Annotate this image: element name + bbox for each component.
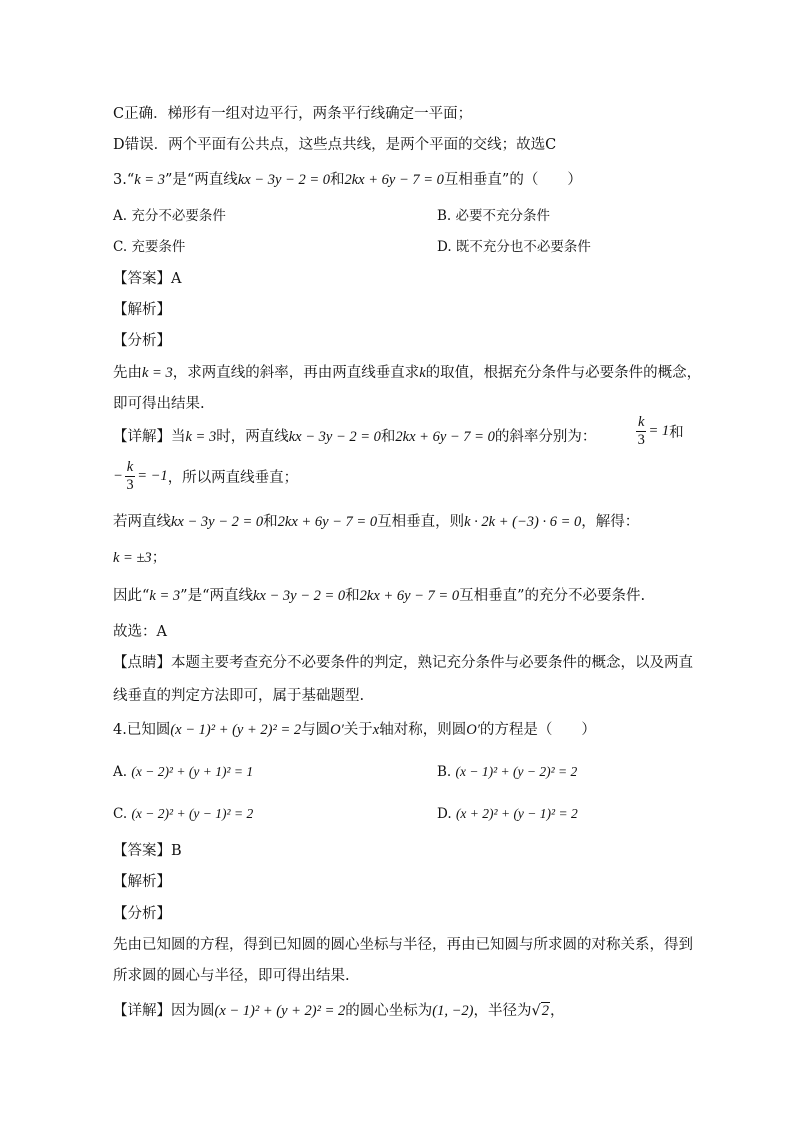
text: 和: [380, 429, 396, 445]
q4-option-b: [437, 762, 577, 782]
denominator: 3: [637, 432, 645, 448]
q3-option-c: C. 充要条件: [113, 239, 186, 255]
numerator: k: [126, 459, 134, 475]
label: A.: [113, 764, 128, 780]
text: 与圆: [301, 722, 331, 738]
math: k = 3: [185, 429, 217, 445]
sqrt-symbol: √2: [531, 1003, 549, 1019]
question-3-stem: [113, 170, 682, 190]
numerator: k: [638, 414, 645, 430]
text: ，所以两直线垂直；: [167, 470, 299, 486]
q4-fenxi-heading: 【分析】: [113, 906, 171, 922]
q3-prefix: 3.“: [113, 172, 135, 188]
label: D.: [437, 806, 452, 822]
q3-dianjing-line-2: 线垂直的判定方法即可，属于基础题型.: [113, 688, 365, 704]
text: 关于: [343, 722, 373, 738]
math: k = 3: [149, 588, 181, 604]
text: 互相垂直”的充分不必要条件.: [459, 588, 646, 604]
q3-option-d: D. 既不充分也不必要条件: [437, 239, 591, 255]
q3-slope-fraction-1: [634, 414, 684, 449]
text: ，: [549, 1003, 565, 1019]
q4-option-a: [113, 762, 253, 782]
text: 的圆心坐标为: [345, 1003, 433, 1019]
text: 和: [345, 588, 360, 604]
question-4-stem: [113, 720, 682, 740]
text: ，解得：: [581, 514, 640, 530]
text: 【详解】当: [113, 429, 186, 445]
math: k · 2k + (−3) · 6 = 0: [464, 514, 582, 530]
option-c-explanation: C正确．梯形有一组对边平行，两条平行线确定一平面；: [113, 106, 473, 122]
q3-k-condition: k = 3: [134, 172, 165, 188]
text: 和: [263, 514, 278, 530]
text: ，求两直线的斜率，再由两直线垂直求: [172, 365, 420, 381]
q4-answer: 【答案】B: [113, 843, 182, 859]
option-d-explanation: D错误．两个平面有公共点，这些点共线，是两个平面的交线；故选C: [113, 137, 557, 153]
q3-mid: ”是“两直线: [164, 172, 238, 188]
q3-reverse-line-2: [113, 548, 682, 568]
label: B.: [437, 764, 452, 780]
q3-option-a: A. 充分不必要条件: [113, 208, 226, 224]
text: 的方程是（ ）: [479, 722, 596, 738]
q3-reverse-line-1: [113, 512, 682, 532]
math: = −1: [137, 468, 168, 484]
q3-detail-line-2: [113, 459, 298, 494]
q3-answer: 【答案】A: [113, 271, 182, 287]
math: 2kx + 6y − 7 = 0: [359, 588, 460, 604]
q4-jiexi-heading: 【解析】: [113, 874, 171, 890]
math: kx − 3y − 2 = 0: [252, 588, 346, 604]
text: 先由: [113, 365, 142, 381]
math: 2kx + 6y − 7 = 0: [395, 429, 495, 445]
q4-option-c: [113, 804, 253, 824]
math: kx − 3y − 2 = 0: [288, 429, 381, 445]
text: 的斜率分别为：: [494, 429, 597, 445]
text: 若两直线: [113, 514, 171, 530]
math: (x − 2)² + (y − 1)² = 2: [131, 806, 254, 821]
radicand: 2: [541, 1003, 549, 1019]
text: 的取值，根据充分条件与必要条件的概念，: [425, 365, 702, 381]
text: ”是“两直线: [180, 588, 253, 604]
denominator: 3: [126, 477, 134, 493]
math: k = 3: [142, 365, 173, 381]
text: 时，两直线: [216, 429, 289, 445]
fraction: [636, 414, 646, 449]
math: O′: [330, 722, 344, 738]
q3-line-2: 2kx + 6y − 7 = 0: [344, 172, 444, 188]
q3-analysis-line-2: 即可得出结果.: [113, 396, 205, 412]
q3-analysis-line-1: [113, 363, 702, 383]
q4-analysis-line-1: 先由已知圆的方程，得到已知圆的圆心坐标与半径，再由已知圆与所求圆的对称关系，得到: [113, 937, 693, 953]
math: (x + 2)² + (y − 1)² = 2: [455, 806, 578, 821]
text: 互相垂直，则: [377, 514, 465, 530]
math: k: [419, 365, 426, 381]
text: 4.已知圆: [113, 722, 171, 738]
q3-line-1: kx − 3y − 2 = 0: [237, 172, 330, 188]
q3-fenxi-heading: 【分析】: [113, 333, 171, 349]
q3-suffix: 互相垂直”的（ ）: [443, 172, 582, 188]
math: k = ±3: [113, 550, 152, 566]
math: (1, −2): [432, 1003, 474, 1019]
math: (x − 1)² + (y + 2)² = 2: [170, 722, 302, 738]
fraction: [125, 459, 135, 494]
q4-option-d: [437, 804, 578, 824]
q3-conclusion: [113, 586, 682, 606]
math: (x − 1)² + (y − 2)² = 2: [455, 764, 578, 779]
math: (x − 2)² + (y + 1)² = 1: [131, 764, 254, 779]
text: 因此“: [113, 588, 150, 604]
math: = 1: [648, 423, 670, 439]
math: (x − 1)² + (y + 2)² = 2: [214, 1003, 346, 1019]
math: kx − 3y − 2 = 0: [171, 514, 264, 530]
math: −: [113, 468, 123, 484]
text: 和: [669, 425, 684, 441]
q3-choose: 故选：A: [113, 624, 167, 640]
q3-jiexi-heading: 【解析】: [113, 302, 171, 318]
q4-detail-line-1: [113, 1001, 682, 1021]
q3-dianjing-line-1: 【点睛】本题主要考查充分不必要条件的判定，熟记充分条件与必要条件的概念，以及两直: [113, 655, 693, 671]
q3-detail-line-1: [113, 427, 682, 447]
label: C.: [113, 806, 128, 822]
q4-analysis-line-2: 所求圆的圆心与半径，即可得出结果.: [113, 968, 350, 984]
text: 【详解】因为圆: [113, 1003, 215, 1019]
math: 2kx + 6y − 7 = 0: [277, 514, 378, 530]
text: 轴对称，则圆: [379, 722, 467, 738]
q3-option-b: B. 必要不充分条件: [437, 208, 551, 224]
text: ，半径为: [473, 1003, 532, 1019]
q3-and: 和: [329, 172, 345, 188]
math: x: [372, 722, 380, 738]
math: O′: [466, 722, 480, 738]
text: ；: [151, 550, 167, 566]
